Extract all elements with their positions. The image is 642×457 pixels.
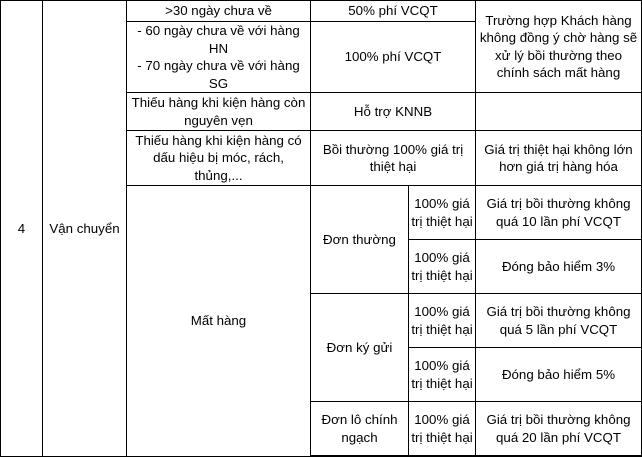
- situation-line: - 70 ngày chưa về với hàng SG: [137, 58, 300, 91]
- order-type-cell: Đơn ký gửi: [311, 294, 409, 402]
- note-cell: [476, 93, 642, 131]
- compensation-cell: 100% giá trị thiệt hại: [409, 240, 476, 294]
- order-type-cell: Đơn thường: [311, 186, 409, 294]
- situation-cell: >30 ngày chưa về: [127, 1, 311, 22]
- situation-cell: Thiếu hàng khi kiện hàng có dấu hiệu bị móc, rách, thủng,...: [127, 131, 311, 186]
- condition-cell: Giá trị bồi thường không quá 20 lần phí VCQT: [476, 402, 642, 456]
- handling-cell: Hỗ trợ KNNB: [311, 93, 476, 131]
- lost-goods-cell: Mất hàng: [127, 186, 311, 457]
- note-cell: Trường hợp Khách hàng không đồng ý chờ hàng sẽ xử lý bồi thường theo chính sách mất hàng: [476, 1, 642, 93]
- note-cell: Giá trị thiệt hại không lớn hơn giá trị hàng hóa: [476, 131, 642, 186]
- empty-cell: [311, 456, 409, 457]
- category-cell: Vận chuyển: [43, 1, 127, 457]
- situation-line: - 60 ngày chưa về với hàng HN: [137, 23, 300, 56]
- condition-cell: Giá trị bồi thường không quá 10 lần phí VCQT: [476, 186, 642, 240]
- situation-cell: Thiếu hàng khi kiện hàng còn nguyên vẹn: [127, 93, 311, 131]
- condition-cell: Đóng bảo hiểm 5%: [476, 348, 642, 402]
- condition-cell: Đóng bảo hiểm 3%: [476, 240, 642, 294]
- compensation-cell: 100% giá trị thiệt hại: [409, 186, 476, 240]
- handling-cell: 100% phí VCQT: [311, 22, 476, 93]
- row-number-cell: 4: [1, 1, 43, 457]
- handling-cell: Bồi thường 100% giá trị thiệt hại: [311, 131, 476, 186]
- compensation-cell: 100% giá trị thiệt hại: [409, 348, 476, 402]
- condition-cell: Giá trị bồi thường không quá 5 lần phí VCQT: [476, 294, 642, 348]
- handling-cell: 50% phí VCQT: [311, 1, 476, 22]
- table-row: [1, 1, 642, 22]
- situation-cell: [127, 22, 311, 93]
- compensation-cell: 100% giá trị thiệt hại: [409, 402, 476, 456]
- order-type-cell: Đơn lô chính ngạch: [311, 402, 409, 456]
- compensation-cell: 100% giá trị thiệt hại: [409, 294, 476, 348]
- empty-cell: [409, 456, 476, 457]
- empty-cell: [476, 456, 642, 457]
